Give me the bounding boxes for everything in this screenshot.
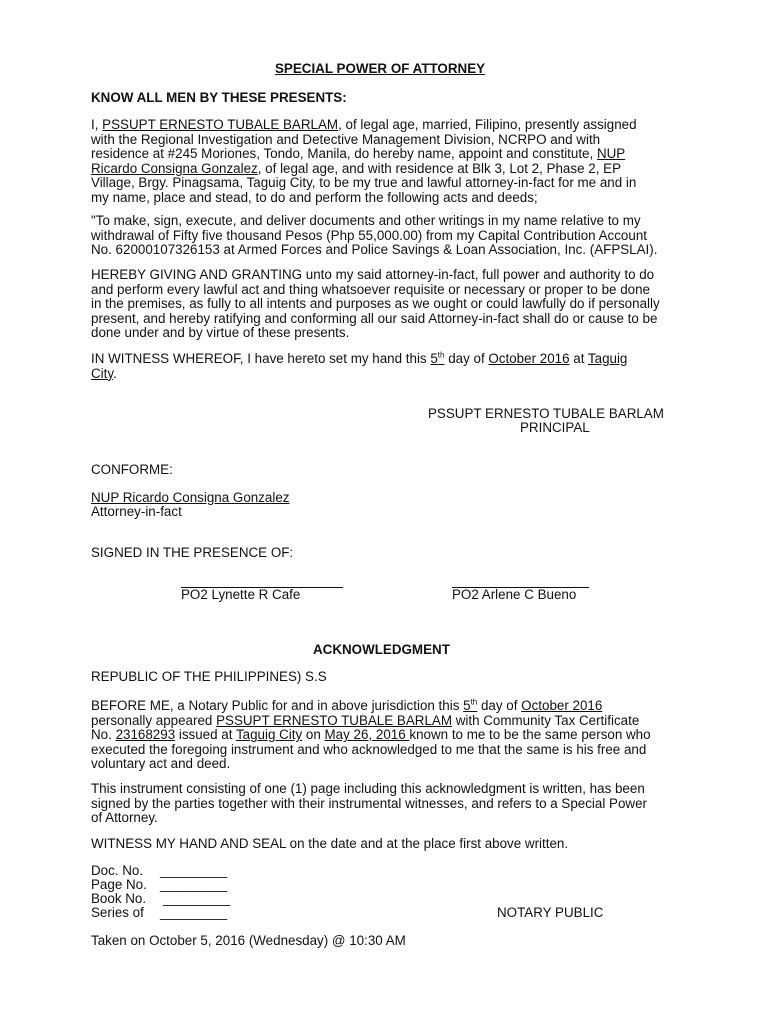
ctc-date: May 26, 2016	[324, 727, 410, 743]
ctc-place: Taguig City	[235, 727, 303, 743]
book-no-label: Book No.	[91, 891, 147, 906]
acknowledgment-paragraph-1: BEFORE ME, a Notary Public for and in above jurisdiction this 5th day of October 2016 personally appeared PSSUPT ERNESTO TUBALE BARLAM with Community Tax Certificate No. 23168293 issued at Taguig City on May 26, 2016 known to me to be the same person who executed the foregoing instrument and who acknowledged to me that the same is his free and voluntary act and deed.	[91, 697, 651, 772]
series-blank: _________	[160, 905, 228, 920]
witness-whereof-paragraph: IN WITNESS WHEREOF, I have hereto set my hand this 5th day of October 2016 at Taguig City.	[91, 350, 628, 381]
doc-no-label: Doc. No.	[91, 863, 144, 878]
ack-day: 5th	[463, 697, 478, 713]
authority-paragraph: "To make, sign, execute, and deliver documents and other writings in my name relative to my withdrawal of Fifty five thousand Pesos (Php 55,000.00) from my Capital Contribution Account No. 62000107326153 at Armed Forces and Police Savings & Loan Association, Inc. (AFPSLAI).	[91, 213, 658, 258]
salutation: KNOW ALL MEN BY THESE PRESENTS:	[91, 90, 347, 105]
granting-paragraph: HEREBY GIVING AND GRANTING unto my said attorney-in-fact, full power and authority to do and perform every lawful act and thing whatsoever requisite or necessary or proper to be done in the premises, as fully to all intents and purposes as we ought or could lawfully do if personally present, and hereby ratifying and conforming all our said Attorney-in-fact shall do or cause to be done under and by virtue of these presents.	[91, 267, 660, 341]
conforme-label: CONFORME:	[91, 462, 173, 477]
document-title: SPECIAL POWER OF ATTORNEY	[275, 61, 486, 76]
doc-no-blank: _________	[160, 863, 228, 878]
conforme-name: NUP Ricardo Consigna Gonzalez	[91, 490, 290, 505]
series-label: Series of	[91, 905, 144, 920]
acknowledgment-venue: REPUBLIC OF THE PHILIPPINES) S.S	[91, 669, 327, 684]
execution-day: 5th	[430, 350, 445, 366]
ack-name: PSSUPT ERNESTO TUBALE BARLAM	[216, 712, 452, 728]
ack-month-year: October 2016	[521, 698, 603, 713]
page-no-label: Page No.	[91, 877, 147, 892]
principal-signature-name: PSSUPT ERNESTO TUBALE BARLAM	[428, 406, 664, 421]
witness-1-name: PO2 Lynette R Cafe	[181, 587, 301, 602]
acknowledgment-title: ACKNOWLEDGMENT	[313, 642, 450, 657]
book-no-blank: _________	[163, 891, 231, 906]
page-no-blank: _________	[160, 877, 228, 892]
principal-name: PSSUPT ERNESTO TUBALE BARLAM	[102, 117, 339, 132]
execution-month-year: October 2016	[488, 351, 570, 366]
notary-public-label: NOTARY PUBLIC	[497, 905, 604, 920]
acknowledgment-paragraph-2: This instrument consisting of one (1) page including this acknowledgment is written, has been signed by the parties together with their instrumental witnesses, and refers to a Special Power of Attorney.	[91, 781, 647, 826]
conforme-role: Attorney-in-fact	[91, 504, 182, 519]
witness-hand-seal: WITNESS MY HAND AND SEAL on the date and at the place first above written.	[91, 836, 569, 851]
taken-on-note: Taken on October 5, 2016 (Wednesday) @ 10:30 AM	[91, 933, 406, 948]
witness-2-name: PO2 Arlene C Bueno	[452, 587, 577, 602]
ctc-number: 23168293	[115, 727, 176, 743]
attorney-name-part2: Ricardo Consigna Gonzalez	[91, 160, 258, 176]
appointment-paragraph: I, PSSUPT ERNESTO TUBALE BARLAM, of legal age, married, Filipino, presently assigned with the Regional Investigation and Detective Management Division, NCRPO and with residence at #245 Moriones, Tondo, Manila, do hereby name, appoint and constitute, NUP Ricardo Consigna Gonzalez, of legal age, and with residence at Blk 3, Lot 2, Phase 2, EP Village, Brgy. Pinagsama, Taguig City, to be my true and lawful attorney-in-fact for me and in my name, place and stead, to do and perform the following acts and deeds;	[91, 117, 637, 205]
principal-signature-role: PRINCIPAL	[520, 420, 590, 435]
witnesses-label: SIGNED IN THE PRESENCE OF:	[91, 545, 294, 560]
attorney-name-part1: NUP	[596, 146, 626, 162]
